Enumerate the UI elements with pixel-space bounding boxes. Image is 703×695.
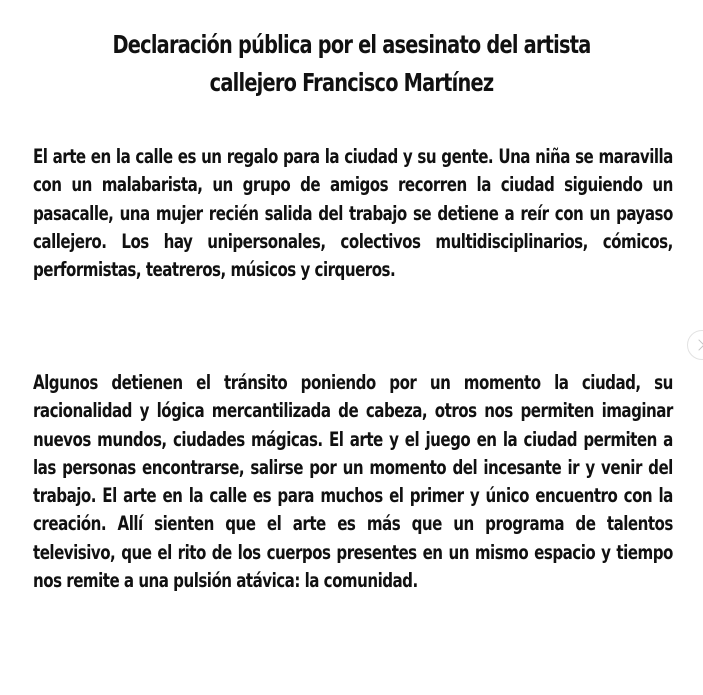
paragraph-1-text: El arte en la calle es un regalo para la ciudad y su gente. Una niña se maravilla con un malabarista, un grupo de amigos recorren la ciudad siguiendo un pasacalle, una mujer recién salida del trabajo se detiene a reír con un payaso callejero. Los hay unipersonales, colectivos multidisciplinarios, cómicos, performistas, teatreros, músicos y cirqueros. bbox=[33, 145, 673, 282]
paragraph-2 bbox=[33, 369, 673, 595]
document-title: Declaración pública por el asesinato del artista callejero Francisco Martínez bbox=[112, 30, 591, 97]
chevron-right-icon bbox=[693, 339, 703, 350]
paragraph-1 bbox=[33, 143, 673, 284]
carousel-next-button[interactable] bbox=[687, 330, 703, 360]
paragraph-2-text: Algunos detienen el tránsito poniendo por un momento la ciudad, su racionalidad y lógica mercantilizada de cabeza, otros nos permiten imaginar nuevos mundos, ciudades mágicas. El arte y el juego en la ciudad permiten a las personas encontrarse, salirse por un momento del incesante ir y venir del trabajo. El arte en la calle es para muchos el primer y único encuentro con la creación. Allí sienten que el arte es más que un programa de talentos televisivo, que el rito de los cuerpos presentes en un mismo espacio y tiempo nos remite a una pulsión atávica: la comunidad. bbox=[33, 371, 673, 593]
